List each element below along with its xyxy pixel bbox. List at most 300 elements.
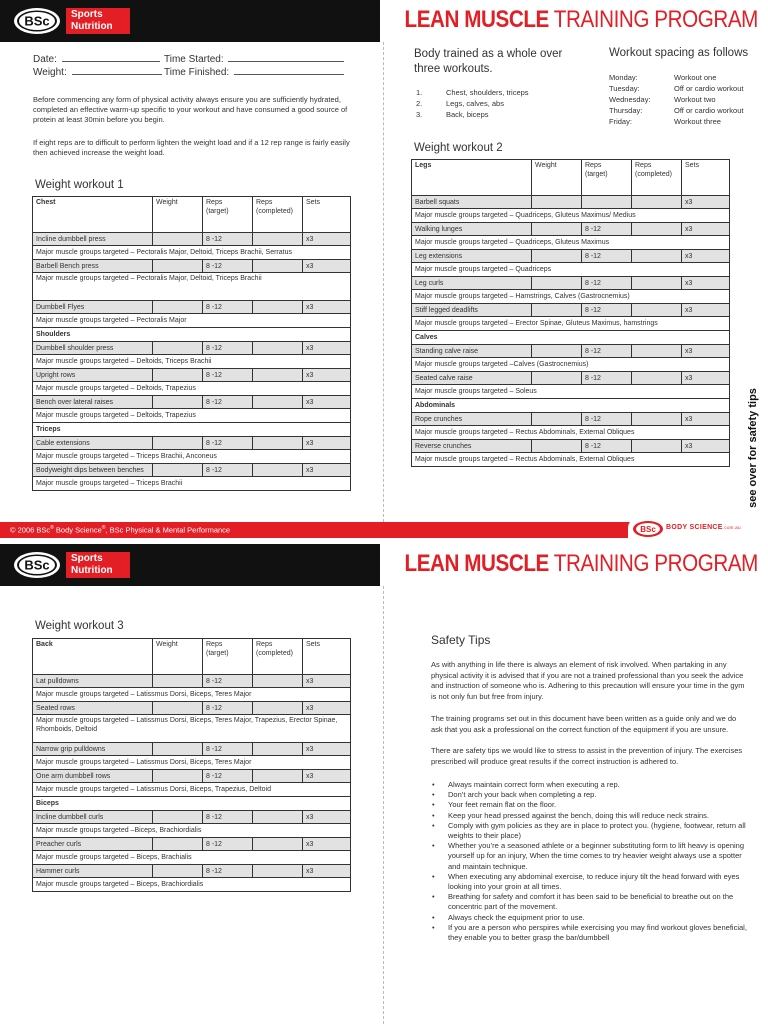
exercise-name: Incline dumbbell press [33,233,153,246]
section-row [412,399,730,413]
schedule-day: Thursday: [609,106,643,115]
bottom-divider [383,586,384,1024]
section-row [33,423,351,437]
muscle-groups-row [33,246,351,260]
section-row [33,797,351,811]
reps-target-cell: 8 -12 [203,743,253,756]
reps-completed-cell[interactable] [253,464,303,477]
exercise-name: Lat pulldowns [33,675,153,688]
list-number: 2. [416,99,423,108]
reps-completed-cell[interactable] [253,369,303,382]
sets-cell: x3 [303,369,351,382]
weight-cell[interactable] [153,838,203,851]
reps-completed-cell[interactable] [632,345,682,358]
sets-cell: x3 [682,277,730,290]
exercise-row [412,277,730,290]
sets-cell: x3 [682,440,730,453]
reps-completed-cell[interactable] [253,301,303,314]
weight-cell[interactable] [153,396,203,409]
muscle-groups-row [33,783,351,797]
safety-bullet: • Comply with gym policies as they are in place to protect you. (hygiene, footwear, return all weights to their place) [431,821,749,841]
muscle-groups-text: Major muscle groups targeted – Pectoralis Major, Deltoid, Triceps Brachii, Serratus [33,246,351,260]
muscle-groups-row [412,385,730,399]
reps-completed-cell[interactable] [253,702,303,715]
program-title: LEAN MUSCLE TRAINING PROGRAM [404,550,758,577]
exercise-name: Walking lunges [412,223,532,236]
exercise-row [33,702,351,715]
section-row [33,328,351,342]
sets-cell: x3 [303,342,351,355]
muscle-groups-text: Major muscle groups targeted –Calves (Gastrocnemius) [412,358,730,372]
muscle-groups-text: Major muscle groups targeted – Quadriceps, Gluteus Maximus [412,236,730,250]
exercise-row [412,250,730,263]
workout1-title: Weight workout 1 [35,179,124,191]
muscle-groups-row [412,290,730,304]
nutrition-word: Nutrition [71,21,113,32]
safety-tips-side-note: see over for safety tips [747,388,759,508]
exercise-name: Leg extensions [412,250,532,263]
muscle-groups-row [412,426,730,440]
reps-completed-cell[interactable] [253,743,303,756]
safety-bullet: • If you are a person who perspires while exercising you may find workout gloves beneficial, they enable you to better grasp the bar/dumbbell [431,923,749,943]
session-fields [33,53,162,79]
exercise-name: Preacher curls [33,838,153,851]
section-row [412,331,730,345]
section-label: Biceps [33,797,351,811]
reps-target-cell: 8 -12 [203,396,253,409]
exercise-name: Seated calve raise [412,372,532,385]
sets-cell: x3 [303,301,351,314]
reps-completed-cell[interactable] [253,260,303,273]
muscle-groups-row [33,851,351,865]
schedule-day: Friday: [609,117,632,126]
exercise-name: Narrow grip pulldowns [33,743,153,756]
weight-cell[interactable] [532,304,582,317]
reps-target-cell: 8 -12 [582,372,632,385]
time-finished-label: Time Finished: [164,67,230,78]
exercise-row [33,342,351,355]
muscle-groups-text: Major muscle groups targeted – Deltoids, Triceps Brachii [33,355,351,369]
weight-label: Weight: [33,67,67,78]
weight-cell[interactable] [153,437,203,450]
exercise-name: Bench over lateral raises [33,396,153,409]
copyright-text: © 2006 BSc® Body Science®, BSc Physical & Mental Performance [10,525,231,535]
exercise-name: Rope crunches [412,413,532,426]
list-item [416,87,529,98]
reps-target-cell: 8 -12 [203,260,253,273]
exercise-name: Reverse crunches [412,440,532,453]
muscle-groups-text: Major muscle groups targeted – Soleus [412,385,730,399]
workout2-table [411,159,730,467]
workout3-table [32,638,351,892]
muscle-groups-row [412,209,730,223]
exercise-name: Standing calve raise [412,345,532,358]
schedule-workout: Off or cardio workout [674,106,744,115]
reps-target-cell: 8 -12 [203,369,253,382]
safety-bullet: • Always maintain correct form when executing a rep. [431,780,749,790]
sports-nutrition-label: Sports Nutrition [66,552,130,578]
reps-target-cell: 8 -12 [203,811,253,824]
header-group: Back [33,639,153,675]
muscle-groups-row [33,878,351,892]
reps-target-cell: 8 -12 [203,702,253,715]
muscle-groups-text: Major muscle groups targeted – Hamstrings, Calves (Gastrocnemius) [412,290,730,304]
list-item [416,98,529,109]
top-divider [383,42,384,522]
muscle-groups-text: Major muscle groups targeted – Rectus Abdominals, External Obliques [412,453,730,467]
exercise-row [33,743,351,756]
muscle-groups-text: Major muscle groups targeted – Triceps Brachii, Anconeus [33,450,351,464]
header-reps-target: Reps (target) [203,639,253,675]
time-started-field[interactable] [228,53,344,62]
reps-completed-cell[interactable] [253,811,303,824]
exercise-row [33,437,351,450]
sets-cell: x3 [682,223,730,236]
weight-cell[interactable] [153,233,203,246]
reps-target-cell: 8 -12 [203,464,253,477]
muscle-groups-text: Major muscle groups targeted – Latissmus Dorsi, Biceps, Trapezius, Deltoid [33,783,351,797]
list-text: Chest, shoulders, triceps [446,88,529,97]
exercise-name: Leg curls [412,277,532,290]
reps-target-cell: 8 -12 [203,437,253,450]
reps-target-cell: 8 -12 [582,440,632,453]
section-label: Calves [412,331,730,345]
exercise-name: Barbell Bench press [33,260,153,273]
sets-cell: x3 [303,464,351,477]
reps-target-cell: 8 -12 [582,413,632,426]
exercise-row [33,838,351,851]
section-label: Triceps [33,423,351,437]
reps-target-cell [582,196,632,209]
schedule-workout: Workout one [674,73,717,82]
bsc-logo-icon [12,6,62,36]
muscle-groups-row [33,355,351,369]
list-text: Legs, calves, abs [446,99,504,108]
weight-cell[interactable] [532,372,582,385]
exercise-name: Dumbbell Flyes [33,301,153,314]
exercise-name: Hammer curls [33,865,153,878]
muscle-groups-text: Major muscle groups targeted – Latissmus Dorsi, Biceps, Teres Major [33,756,351,770]
muscle-groups-row [33,409,351,423]
exercise-name: Seated rows [33,702,153,715]
exercise-row [33,396,351,409]
header-sets: Sets [303,197,351,233]
sets-cell: x3 [303,702,351,715]
reps-target-cell: 8 -12 [203,770,253,783]
safety-bullet: • Whether you’re a seasoned athlete or a beginner substituting form to lift heavy is opening yourself up for an injury, When the time comes to try heavier weight always use a spotter and maintain technique. [431,841,749,872]
muscle-groups-row [412,358,730,372]
exercise-row [33,770,351,783]
sets-cell: x3 [303,233,351,246]
reps-completed-cell[interactable] [632,250,682,263]
muscle-groups-text: Major muscle groups targeted – Pectoralis Major, Deltoid, Triceps Brachii [33,273,351,301]
sets-cell: x3 [682,196,730,209]
muscle-groups-text: Major muscle groups targeted – Pectoralis Major [33,314,351,328]
top-header [0,0,768,42]
sets-cell: x3 [303,260,351,273]
muscle-groups-text: Major muscle groups targeted – Quadriceps, Gluteus Maximus/ Medius [412,209,730,223]
muscle-groups-text: Major muscle groups targeted – Triceps Brachii [33,477,351,491]
schedule-day: Tuesday: [609,84,640,93]
schedule-workout: Workout two [674,95,716,104]
reps-target-cell: 8 -12 [203,675,253,688]
footer-strip [0,522,768,538]
exercise-name: Stiff legged deadlifts [412,304,532,317]
exercise-row [412,196,730,209]
date-field[interactable] [62,53,160,62]
bsc-mini-logo-icon [632,520,664,538]
header-weight: Weight [153,639,203,675]
exercise-row [412,223,730,236]
schedule-row [609,105,743,116]
header-reps-target: Reps (target) [582,160,632,196]
spacing-title: Workout spacing as follows [609,47,749,59]
header-reps-completed: Reps (completed) [632,160,682,196]
muscle-groups-row [412,263,730,277]
program-title [405,6,758,34]
exercise-row [33,301,351,314]
exercise-row [33,675,351,688]
weight-cell[interactable] [532,413,582,426]
sets-cell: x3 [682,345,730,358]
section-label: Shoulders [33,328,351,342]
sports-word: Sports [71,9,103,20]
muscle-groups-row [33,273,351,301]
weight-cell[interactable] [153,342,203,355]
weight-cell[interactable] [532,440,582,453]
svg-text:BSc: BSc [24,557,50,573]
sets-cell: x3 [682,413,730,426]
exercise-name: Bodyweight dips between benches [33,464,153,477]
time-started-label: Time Started: [164,54,224,65]
reps-target-cell: 8 -12 [582,250,632,263]
muscle-groups-text: Major muscle groups targeted – Deltoids, Trapezius [33,382,351,396]
reps-completed-cell[interactable] [253,437,303,450]
muscle-groups-row [33,824,351,838]
schedule-day: Monday: [609,73,638,82]
muscle-groups-text: Major muscle groups targeted – Biceps, Brachialis [33,851,351,865]
sets-cell: x3 [303,675,351,688]
workout2-title: Weight workout 2 [414,142,503,154]
reps-target-cell: 8 -12 [203,342,253,355]
bottom-header [0,544,768,586]
header-group: Chest [33,197,153,233]
exercise-name: Upright rows [33,369,153,382]
schedule-row [609,116,743,127]
reps-completed-cell[interactable] [253,342,303,355]
exercise-row [33,233,351,246]
body-science-brand [628,518,768,540]
section-label: Abdominals [412,399,730,413]
weight-cell[interactable] [532,223,582,236]
schedule-row [609,94,743,105]
sets-cell: x3 [682,250,730,263]
workout3-title: Weight workout 3 [35,620,124,632]
weight-cell[interactable] [153,464,203,477]
header-reps-completed: Reps (completed) [253,197,303,233]
header-reps-target: Reps (target) [203,197,253,233]
safety-bullet: • Always check the equipment prior to use. [431,913,749,923]
table-header-row [412,160,730,196]
safety-paragraph-2: The training programs set out in this document have been written as a guide only and we do ask that you ask a professional on the correct function of the equipment if you are unsure. [431,714,737,734]
exercise-name: Dumbbell shoulder press [33,342,153,355]
muscle-groups-row [33,756,351,770]
reps-target-cell: 8 -12 [582,277,632,290]
sets-cell: x3 [303,865,351,878]
muscle-groups-text: Major muscle groups targeted – Quadriceps [412,263,730,277]
weight-cell[interactable] [153,301,203,314]
reps-completed-cell[interactable] [632,372,682,385]
muscle-groups-row [33,450,351,464]
safety-paragraph-1: As with anything in life there is always an element of risk involved. When partaking in any physical activity it is advised that if you are not a trained professional than you seek the advice and instruction of someone who is. Adhering to this precaution will ensure your time in the gym is not only fun but free from injury. [431,660,745,701]
weight-cell[interactable] [532,196,582,209]
exercise-row [412,440,730,453]
reps-target-cell: 8 -12 [582,223,632,236]
title-bold: LEAN MUSCLE [404,6,549,33]
sets-cell: x3 [303,838,351,851]
body-science-wordmark: BODY SCIENCE.com.au [666,524,741,531]
sets-cell: x3 [303,811,351,824]
time-finished-field[interactable] [234,66,344,75]
intro-paragraph-2: If eight reps are to difficult to perform lighten the weight load and if a 12 rep range is fairly easily then achieved increase the weight load. [33,138,350,157]
exercise-name: One arm dumbbell rows [33,770,153,783]
reps-target-cell: 8 -12 [203,233,253,246]
reps-completed-cell[interactable] [632,196,682,209]
schedule-workout: Off or cardio workout [674,84,744,93]
schedule-row [609,72,743,83]
weight-cell[interactable] [153,702,203,715]
exercise-name: Incline dumbbell curls [33,811,153,824]
exercise-row [412,345,730,358]
muscle-groups-text: Major muscle groups targeted – Rectus Abdominals, External Obliques [412,426,730,440]
header-sets: Sets [682,160,730,196]
muscle-groups-text: Major muscle groups targeted –Biceps, Brachiordialis [33,824,351,838]
weight-cell[interactable] [153,369,203,382]
muscle-groups-row [412,317,730,331]
exercise-row [33,464,351,477]
sets-cell: x3 [682,372,730,385]
safety-bullet-list [431,780,749,943]
weight-cell[interactable] [153,743,203,756]
header-sets: Sets [303,639,351,675]
reps-completed-cell[interactable] [632,304,682,317]
sets-cell: x3 [303,770,351,783]
body-trained-list [416,87,529,120]
reps-completed-cell[interactable] [632,440,682,453]
muscle-groups-row [33,477,351,491]
muscle-groups-row [33,715,351,743]
weight-cell[interactable] [153,675,203,688]
weight-cell[interactable] [532,250,582,263]
muscle-groups-row [33,688,351,702]
reps-completed-cell[interactable] [253,838,303,851]
muscle-groups-row [412,453,730,467]
reps-target-cell: 8 -12 [582,345,632,358]
safety-tips-title: Safety Tips [431,633,491,647]
weight-cell[interactable] [532,277,582,290]
sets-cell: x3 [303,743,351,756]
header-weight: Weight [532,160,582,196]
safety-bullet: • Don’t arch your back when completing a rep. [431,790,749,800]
reps-completed-cell[interactable] [253,675,303,688]
table-header-row [33,639,351,675]
safety-paragraph-3: There are safety tips we would like to stress to assist in the prevention of injury. The exercises prescribed will produce great results if the correct instruction is adhered to. [431,746,743,766]
reps-target-cell: 8 -12 [203,301,253,314]
header-reps-completed: Reps (completed) [253,639,303,675]
exercise-name: Barbell squats [412,196,532,209]
reps-completed-cell[interactable] [253,233,303,246]
body-trained-title: Body trained as a whole over three workouts. [414,48,563,75]
list-number: 3. [416,110,423,119]
exercise-name: Cable extensions [33,437,153,450]
muscle-groups-text: Major muscle groups targeted – Latissmus Dorsi, Biceps, Teres Major [33,688,351,702]
schedule-day: Wednesday: [609,95,651,104]
intro-paragraph-1: Before commencing any form of physical activity always ensure you are sufficiently hydrated, completed an effective warm-up specific to your workout and have consumed a good source of protein at least 30min before you begin. [33,95,348,124]
weight-cell[interactable] [153,770,203,783]
time-fields [164,53,344,79]
muscle-groups-row [33,382,351,396]
weight-cell[interactable] [532,345,582,358]
reps-completed-cell[interactable] [632,413,682,426]
reps-completed-cell[interactable] [632,223,682,236]
reps-target-cell: 8 -12 [582,304,632,317]
weight-field[interactable] [72,66,162,75]
muscle-groups-text: Major muscle groups targeted – Erector Spinae, Gluteus Maximus, hamstrings [412,317,730,331]
exercise-row [33,369,351,382]
muscle-groups-row [33,314,351,328]
workout1-table [32,196,351,491]
date-label: Date: [33,54,57,65]
logo-text: BSc [24,13,50,29]
exercise-row [33,260,351,273]
muscle-groups-text: Major muscle groups targeted – Deltoids, Trapezius [33,409,351,423]
sets-cell: x3 [303,437,351,450]
safety-bullet: • Keep your head pressed against the bench, doing this will reduce neck strains. [431,811,749,821]
schedule-row [609,83,743,94]
list-text: Back, biceps [446,110,489,119]
sets-cell: x3 [303,396,351,409]
exercise-row [33,865,351,878]
safety-bullet: • Your feet remain flat on the floor. [431,800,749,810]
safety-bullet: • Breathing for safety and comfort it has been said to be beneficial to breathe out on the concentric part of the movement. [431,892,749,912]
weight-cell[interactable] [153,865,203,878]
muscle-groups-row [412,236,730,250]
weight-cell[interactable] [153,260,203,273]
reps-completed-cell[interactable] [253,770,303,783]
svg-text:BSc: BSc [640,525,656,534]
schedule-workout: Workout three [674,117,721,126]
exercise-row [412,304,730,317]
reps-target-cell: 8 -12 [203,865,253,878]
header-weight: Weight [153,197,203,233]
exercise-row [412,372,730,385]
list-item [416,109,529,120]
reps-completed-cell[interactable] [253,396,303,409]
exercise-row [412,413,730,426]
reps-completed-cell[interactable] [632,277,682,290]
muscle-groups-text: Major muscle groups targeted – Biceps, Brachiordialis [33,878,351,892]
exercise-row [33,811,351,824]
safety-bullet: • When executing any abdominal exercise, to reduce injury tilt the head forward with eyes looking into your groin at all times. [431,872,749,892]
muscle-groups-text: Major muscle groups targeted – Latissmus Dorsi, Biceps, Teres Major, Trapezius, Erector Spinae, Rhomboids, Deltoid [33,715,351,743]
reps-target-cell: 8 -12 [203,838,253,851]
sets-cell: x3 [682,304,730,317]
list-number: 1. [416,88,423,97]
title-light: TRAINING PROGRAM [553,6,758,33]
reps-completed-cell[interactable] [253,865,303,878]
table-header-row [33,197,351,233]
weight-cell[interactable] [153,811,203,824]
